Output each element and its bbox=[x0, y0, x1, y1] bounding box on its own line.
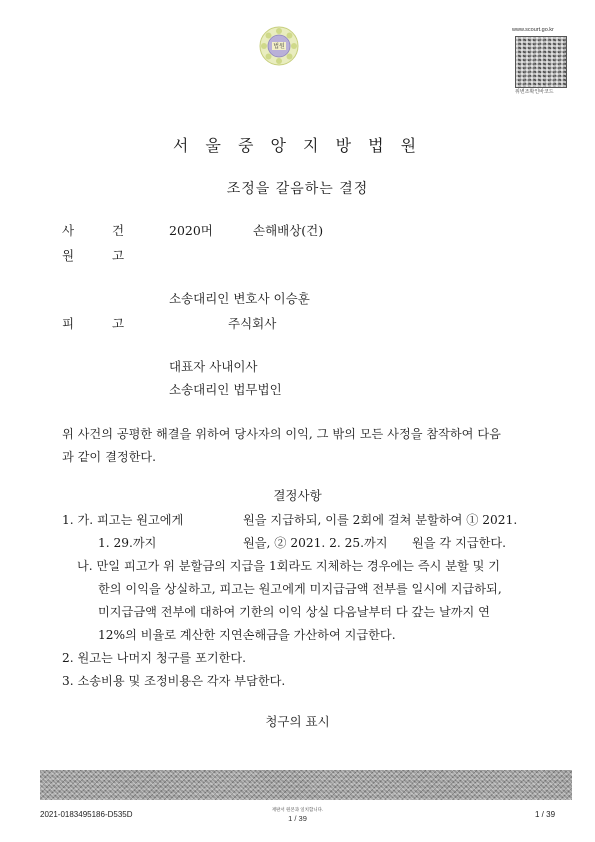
item1-b-line-1: 나. 만일 피고가 위 분할금의 지급을 1회라도 지체하는 경우에는 즉시 분할 및 기 bbox=[77, 559, 501, 573]
plaintiff-label: 원 고 bbox=[62, 248, 125, 263]
court-name: 서 울 중 앙 지 방 법 원 bbox=[172, 136, 423, 155]
item1-a-line1-part2: 원을 지급하되, 이를 2회에 걸쳐 분할하여 ① 2021. bbox=[243, 513, 518, 527]
case-label: 사 건 bbox=[62, 223, 125, 238]
defendant-name: 주식회사 bbox=[228, 316, 277, 331]
item1-a-line2-part1: 1. 29.까지 bbox=[98, 536, 157, 550]
footer-center-page: 1 / 39 bbox=[288, 814, 307, 823]
case-number: 2020머 bbox=[169, 223, 213, 238]
item1-b-line-3: 미지급금액 전부에 대하여 기한의 이익 상실 다음날부터 다 갚는 날까지 연 bbox=[98, 605, 490, 619]
intro-line-2: 과 같이 결정한다. bbox=[62, 450, 157, 464]
document-id: 2021-0183495186-D535D bbox=[40, 810, 133, 819]
defendant-label: 피 고 bbox=[62, 316, 125, 331]
intro-line-1: 위 사건의 공평한 해결을 위하여 당사자의 이익, 그 밖의 모든 사정을 참작하여 다음 bbox=[62, 427, 501, 441]
security-pattern-strip bbox=[40, 770, 572, 800]
plaintiff-agent: 소송대리인 변호사 이승훈 bbox=[169, 291, 310, 306]
item3-text: 3. 소송비용 및 조정비용은 각자 부담한다. bbox=[62, 674, 286, 688]
item1-a-line2-part3: 원을 각 지급한다. bbox=[412, 536, 507, 550]
page-number: 1 / 39 bbox=[535, 810, 556, 819]
defendant-representative: 대표자 사내이사 bbox=[169, 359, 258, 374]
qr-caption-text: 위변조확인바코드 bbox=[515, 89, 554, 95]
claim-heading: 청구의 표시 bbox=[265, 714, 330, 729]
seal-text: 법원 bbox=[273, 43, 285, 50]
defendant-agent: 소송대리인 법무법인 bbox=[169, 382, 282, 397]
qr-url-text: www.scourt.go.kr bbox=[512, 27, 554, 33]
footer-center-note: 재판서 원본과 일치합니다. bbox=[271, 807, 324, 812]
item2-text: 2. 원고는 나머지 청구를 포기한다. bbox=[62, 651, 247, 665]
item1-a-line2-part2: 원을, ② 2021. 2. 25.까지 bbox=[243, 536, 388, 550]
item1-a-line1-part1: 1. 가. 피고는 원고에게 bbox=[62, 513, 184, 527]
item1-b-line-4: 12%의 비율로 계산한 지연손해금을 가산하여 지급한다. bbox=[98, 628, 396, 642]
case-name: 손해배상(건) bbox=[253, 223, 324, 238]
decision-heading: 결정사항 bbox=[273, 488, 322, 503]
verification-qr-code[interactable] bbox=[515, 36, 567, 88]
item1-b-line-2: 한의 이익을 상실하고, 피고는 원고에게 미지급금액 전부를 일시에 지급하되, bbox=[98, 582, 502, 596]
document-title: 조정을 갈음하는 결정 bbox=[226, 181, 369, 197]
